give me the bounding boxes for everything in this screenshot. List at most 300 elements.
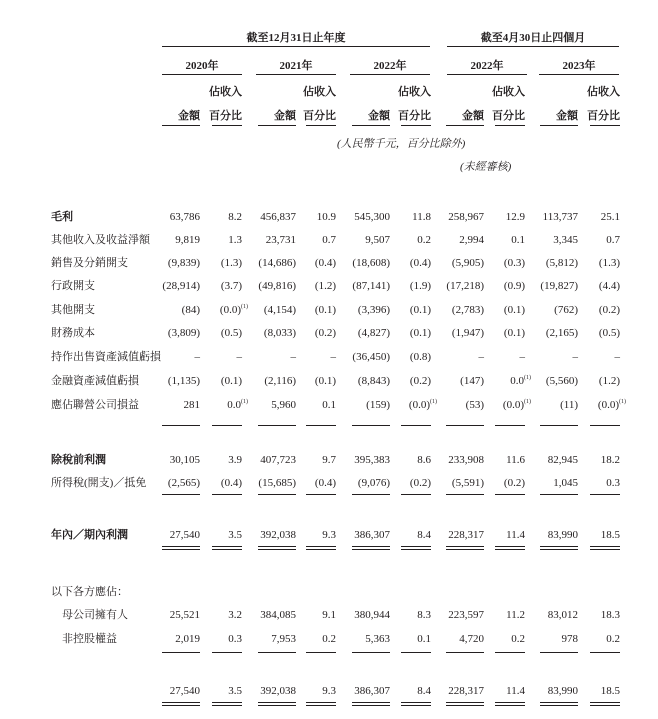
table-cell <box>271 399 296 411</box>
row-label: 行政開支 <box>51 280 95 292</box>
total-double-rule <box>352 546 390 547</box>
table-cell <box>228 234 242 246</box>
table-cell <box>260 685 296 697</box>
total-double-rule <box>212 702 242 703</box>
table-cell <box>417 633 431 645</box>
table-cell <box>506 685 525 697</box>
table-cell <box>221 327 242 339</box>
cell-value: 3.2 <box>228 609 242 621</box>
cell-value: (87,141) <box>352 280 390 292</box>
table-cell <box>258 477 296 489</box>
table-cell <box>170 529 200 541</box>
table-cell <box>601 685 620 697</box>
cell-value: 0.1 <box>417 633 431 645</box>
table-cell <box>170 211 200 223</box>
table-cell <box>448 529 484 541</box>
col-header-pct-line2: 百分比 <box>209 110 242 122</box>
total-double-rule <box>495 705 525 706</box>
cell-value: 0.2 <box>417 234 431 246</box>
cell-value: 8.2 <box>228 211 242 223</box>
cell-value: (4.4) <box>598 280 620 292</box>
table-cell <box>322 454 336 466</box>
table-cell <box>460 375 484 387</box>
table-cell <box>258 280 296 292</box>
cell-value: 9.3 <box>322 529 336 541</box>
subtotal-rule <box>258 425 296 426</box>
total-double-rule <box>540 705 578 706</box>
cell-value: 23,731 <box>265 234 296 246</box>
cell-value: 82,945 <box>547 454 578 466</box>
cell-value: (1,947) <box>451 327 484 339</box>
cell-value: (0.2) <box>409 375 431 387</box>
cell-value: (1.9) <box>409 280 431 292</box>
cell-value: 0.2 <box>606 633 620 645</box>
footnote-mark: (1) <box>430 399 437 405</box>
table-cell <box>615 351 621 363</box>
cell-value: 9,819 <box>175 234 200 246</box>
table-cell <box>410 477 431 489</box>
table-cell <box>228 609 242 621</box>
cell-value: (0.2) <box>409 477 431 489</box>
table-cell <box>315 375 336 387</box>
subtotal-rule <box>306 425 336 426</box>
subtotal-rule <box>212 494 242 495</box>
cell-value: (3,809) <box>167 327 200 339</box>
row-label: 金融資產減值虧損 <box>51 375 139 387</box>
table-cell <box>322 609 336 621</box>
total-double-rule <box>306 549 336 550</box>
table-cell <box>466 399 484 411</box>
subtotal-rule <box>446 652 484 653</box>
footnote-mark: (1) <box>524 399 531 405</box>
cell-value: – <box>330 351 336 363</box>
table-cell <box>599 280 620 292</box>
table-cell <box>228 633 242 645</box>
table-cell <box>228 685 242 697</box>
table-cell <box>553 234 578 246</box>
table-cell <box>417 529 431 541</box>
cell-value: (1.3) <box>220 257 242 269</box>
table-cell <box>506 454 525 466</box>
col-header-pct-line1: 佔收入 <box>209 86 242 98</box>
subtotal-rule <box>258 494 296 495</box>
total-double-rule <box>352 702 390 703</box>
table-cell <box>352 257 390 269</box>
cell-value: 233,908 <box>448 454 484 466</box>
total-double-rule <box>590 549 620 550</box>
table-cell <box>228 211 242 223</box>
col-header-pct-line1: 佔收入 <box>587 86 620 98</box>
total-double-rule <box>258 546 296 547</box>
cell-value: (17,218) <box>446 280 484 292</box>
cell-value: 223,597 <box>448 609 484 621</box>
cell-value: 83,990 <box>547 529 578 541</box>
total-double-rule <box>212 546 242 547</box>
total-double-rule <box>162 705 200 706</box>
table-cell <box>417 609 431 621</box>
table-cell <box>322 529 336 541</box>
table-cell <box>410 375 431 387</box>
row-label: 非控股權益 <box>62 633 117 645</box>
total-double-rule <box>540 549 578 550</box>
table-cell <box>546 375 578 387</box>
unit-note: (人民幣千元，百分比除外) <box>337 138 466 150</box>
table-cell <box>221 375 242 387</box>
subtotal-rule <box>401 425 431 426</box>
row-label: 財務成本 <box>51 327 95 339</box>
row-label: 其他收入及收益淨額 <box>51 234 150 246</box>
row-label: 其他開支 <box>51 304 95 316</box>
total-double-rule <box>590 702 620 703</box>
col-header-pct-line2: 百分比 <box>303 110 336 122</box>
cell-value: (0.1) <box>220 375 242 387</box>
year-rule-2021 <box>256 74 336 75</box>
cell-value: 11.8 <box>412 211 431 223</box>
cell-value: (159) <box>366 399 390 411</box>
cell-value: 83,990 <box>547 685 578 697</box>
col-header-amount: 金額 <box>556 110 578 122</box>
subtotal-rule <box>540 652 578 653</box>
col-header-underline <box>212 125 242 126</box>
cell-value: (8,843) <box>357 375 390 387</box>
cell-value: 4,720 <box>459 633 484 645</box>
cell-value: 228,317 <box>448 529 484 541</box>
cell-value: (2,565) <box>167 477 200 489</box>
table-cell <box>554 304 578 316</box>
col-header-pct-line2: 百分比 <box>587 110 620 122</box>
subtotal-rule <box>495 425 525 426</box>
table-cell <box>606 477 620 489</box>
subtotal-rule <box>352 425 390 426</box>
table-cell <box>452 257 484 269</box>
subtotal-rule <box>212 425 242 426</box>
table-cell <box>504 280 525 292</box>
cell-value: (0.1) <box>314 304 336 316</box>
table-cell <box>599 375 620 387</box>
table-cell <box>601 609 620 621</box>
table-cell <box>264 327 296 339</box>
table-cell <box>260 211 296 223</box>
table-cell <box>358 375 390 387</box>
cell-value: 0.2 <box>511 633 525 645</box>
cell-value: 18.2 <box>600 454 620 466</box>
table-cell <box>315 477 336 489</box>
cell-value: 11.2 <box>506 609 525 621</box>
total-double-rule <box>212 549 242 550</box>
total-double-rule <box>446 702 484 703</box>
table-cell <box>358 327 390 339</box>
table-cell <box>506 609 525 621</box>
cell-value: (49,816) <box>258 280 296 292</box>
table-cell <box>260 529 296 541</box>
table-cell <box>459 234 484 246</box>
cell-value: – <box>194 351 200 363</box>
table-cell <box>365 234 390 246</box>
table-cell <box>221 257 242 269</box>
table-cell <box>260 609 296 621</box>
subtotal-rule <box>212 652 242 653</box>
table-cell <box>228 454 242 466</box>
cell-value: – <box>290 351 296 363</box>
year-2020: 2020年 <box>185 60 219 72</box>
cell-value: 8.3 <box>417 609 431 621</box>
table-cell <box>260 454 296 466</box>
cell-value: (0.0) <box>597 399 619 411</box>
cell-value: 0.1 <box>322 399 336 411</box>
table-cell <box>598 399 626 411</box>
cell-value: – <box>614 351 620 363</box>
subtotal-rule <box>352 652 390 653</box>
cell-value: (0.1) <box>314 375 336 387</box>
total-double-rule <box>352 705 390 706</box>
table-cell <box>221 477 242 489</box>
cell-value: 386,307 <box>354 529 390 541</box>
col-header-underline <box>590 125 620 126</box>
subtotal-rule <box>495 494 525 495</box>
table-cell <box>271 633 296 645</box>
total-double-rule <box>258 702 296 703</box>
col-header-underline <box>352 125 390 126</box>
total-double-rule <box>495 702 525 703</box>
table-cell <box>599 257 620 269</box>
table-cell <box>175 633 200 645</box>
cell-value: (762) <box>554 304 578 316</box>
cell-value: 113,737 <box>542 211 578 223</box>
period-rule-year <box>162 46 430 47</box>
subtotal-rule <box>540 425 578 426</box>
subtotal-rule <box>590 494 620 495</box>
cell-value: 3.5 <box>228 685 242 697</box>
table-cell <box>606 234 620 246</box>
table-cell <box>170 454 200 466</box>
table-cell <box>511 234 525 246</box>
total-double-rule <box>162 546 200 547</box>
cell-value: 83,012 <box>547 609 578 621</box>
table-cell <box>546 327 578 339</box>
total-double-rule <box>446 549 484 550</box>
table-cell <box>358 304 390 316</box>
table-cell <box>315 257 336 269</box>
footnote-mark: (1) <box>619 399 626 405</box>
cell-value: 392,038 <box>260 529 296 541</box>
cell-value: 380,944 <box>354 609 390 621</box>
table-cell <box>317 211 336 223</box>
cell-value: (0.1) <box>503 327 525 339</box>
subtotal-rule <box>401 652 431 653</box>
table-cell <box>520 351 526 363</box>
table-cell <box>417 685 431 697</box>
cell-value: (15,685) <box>258 477 296 489</box>
cell-value: 27,540 <box>169 529 200 541</box>
cell-value: (1.2) <box>314 280 336 292</box>
cell-value: (0.9) <box>503 280 525 292</box>
table-cell <box>560 399 578 411</box>
year-rule-2022 <box>350 74 430 75</box>
row-label: 以下各方應佔： <box>51 586 128 598</box>
col-header-underline <box>446 125 484 126</box>
row-label: 所得稅(開支)／抵免 <box>51 477 147 489</box>
col-header-underline <box>401 125 431 126</box>
cell-value: 25,521 <box>169 609 200 621</box>
cell-value: 0.0 <box>510 375 524 387</box>
footnote-mark: (1) <box>524 375 531 381</box>
cell-value: (0.0) <box>408 399 430 411</box>
cell-value: (9,839) <box>167 257 200 269</box>
cell-value: 0.1 <box>511 234 525 246</box>
col-header-pct-line2: 百分比 <box>398 110 431 122</box>
total-double-rule <box>212 705 242 706</box>
cell-value: (5,560) <box>545 375 578 387</box>
cell-value: 5,960 <box>271 399 296 411</box>
cell-value: 5,363 <box>365 633 390 645</box>
table-cell <box>452 477 484 489</box>
year-rule-2022-4m <box>447 74 527 75</box>
cell-value: 0.0 <box>227 399 241 411</box>
subtotal-rule <box>306 652 336 653</box>
cell-value: 11.6 <box>506 454 525 466</box>
table-cell <box>546 257 578 269</box>
subtotal-rule <box>446 494 484 495</box>
cell-value: – <box>519 351 525 363</box>
cell-value: 395,383 <box>354 454 390 466</box>
table-cell <box>365 633 390 645</box>
total-double-rule <box>401 702 431 703</box>
table-cell <box>315 280 336 292</box>
cell-value: (0.2) <box>503 477 525 489</box>
table-cell <box>410 327 431 339</box>
table-cell <box>410 304 431 316</box>
cell-value: (53) <box>465 399 484 411</box>
total-double-rule <box>540 546 578 547</box>
table-cell <box>354 685 390 697</box>
table-cell <box>506 529 525 541</box>
table-cell <box>182 304 200 316</box>
total-double-rule <box>162 702 200 703</box>
cell-value: (1,135) <box>167 375 200 387</box>
cell-value: (0.2) <box>598 304 620 316</box>
cell-value: 18.5 <box>600 529 620 541</box>
cell-value: (0.3) <box>503 257 525 269</box>
table-cell <box>366 399 390 411</box>
table-cell <box>354 529 390 541</box>
table-cell <box>352 351 390 363</box>
table-cell <box>168 257 200 269</box>
total-double-rule <box>401 705 431 706</box>
total-double-rule <box>401 549 431 550</box>
table-cell <box>322 399 336 411</box>
cell-value: – <box>478 351 484 363</box>
table-cell <box>410 257 431 269</box>
table-cell <box>195 351 201 363</box>
row-label: 母公司擁有人 <box>62 609 128 621</box>
cell-value: 386,307 <box>354 685 390 697</box>
table-cell <box>168 375 200 387</box>
total-double-rule <box>540 702 578 703</box>
row-label: 年內／期內利潤 <box>51 529 128 541</box>
col-header-amount: 金額 <box>274 110 296 122</box>
cell-value: 18.5 <box>600 685 620 697</box>
year-2022: 2022年 <box>373 60 407 72</box>
total-double-rule <box>258 705 296 706</box>
cell-value: (4,154) <box>263 304 296 316</box>
table-cell <box>322 685 336 697</box>
total-double-rule <box>590 546 620 547</box>
cell-value: 3.5 <box>228 529 242 541</box>
table-cell <box>540 280 578 292</box>
cell-value: 978 <box>561 633 578 645</box>
table-cell <box>548 609 578 621</box>
subtotal-rule <box>352 494 390 495</box>
table-cell <box>503 399 531 411</box>
table-cell <box>168 477 200 489</box>
table-cell <box>553 477 578 489</box>
cell-value: 9,507 <box>365 234 390 246</box>
year-rule-2023-4m <box>539 74 619 75</box>
cell-value: (5,905) <box>451 257 484 269</box>
table-cell <box>448 211 484 223</box>
footnote-mark: (1) <box>241 304 248 310</box>
col-header-amount: 金額 <box>178 110 200 122</box>
cell-value: 1.3 <box>228 234 242 246</box>
total-double-rule <box>306 546 336 547</box>
cell-value: 8.4 <box>417 529 431 541</box>
subtotal-rule <box>162 425 200 426</box>
cell-value: (1.3) <box>598 257 620 269</box>
table-cell <box>410 280 431 292</box>
cell-value: (2,116) <box>264 375 296 387</box>
cell-value: 7,953 <box>271 633 296 645</box>
table-cell <box>459 633 484 645</box>
cell-value: (1.2) <box>598 375 620 387</box>
table-cell <box>168 327 200 339</box>
cell-value: (11) <box>560 399 578 411</box>
cell-value: (4,827) <box>357 327 390 339</box>
row-label: 毛利 <box>51 211 73 223</box>
col-header-amount: 金額 <box>368 110 390 122</box>
cell-value: (0.4) <box>220 477 242 489</box>
table-cell <box>266 234 296 246</box>
cell-value: (147) <box>460 375 484 387</box>
cell-value: 392,038 <box>260 685 296 697</box>
cell-value: 9.1 <box>322 609 336 621</box>
cell-value: (18,608) <box>352 257 390 269</box>
cell-value: 545,300 <box>354 211 390 223</box>
total-double-rule <box>306 705 336 706</box>
cell-value: (0.4) <box>314 477 336 489</box>
table-cell <box>237 351 243 363</box>
cell-value: 258,967 <box>448 211 484 223</box>
period-header-4m: 截至4月30日止四個月 <box>480 32 586 44</box>
table-cell <box>452 304 484 316</box>
table-cell <box>409 399 437 411</box>
cell-value: (0.4) <box>314 257 336 269</box>
cell-value: 384,085 <box>260 609 296 621</box>
year-2022-4m: 2022年 <box>470 60 504 72</box>
table-cell <box>479 351 485 363</box>
cell-value: 1,045 <box>553 477 578 489</box>
cell-value: 25.1 <box>600 211 620 223</box>
cell-value: (0.1) <box>409 304 431 316</box>
subtotal-rule <box>495 652 525 653</box>
table-cell <box>452 327 484 339</box>
cell-value: 0.7 <box>606 234 620 246</box>
cell-value: 407,723 <box>260 454 296 466</box>
total-double-rule <box>446 546 484 547</box>
total-double-rule <box>306 702 336 703</box>
cell-value: (14,686) <box>258 257 296 269</box>
table-cell <box>448 454 484 466</box>
cell-value: 10.9 <box>316 211 336 223</box>
